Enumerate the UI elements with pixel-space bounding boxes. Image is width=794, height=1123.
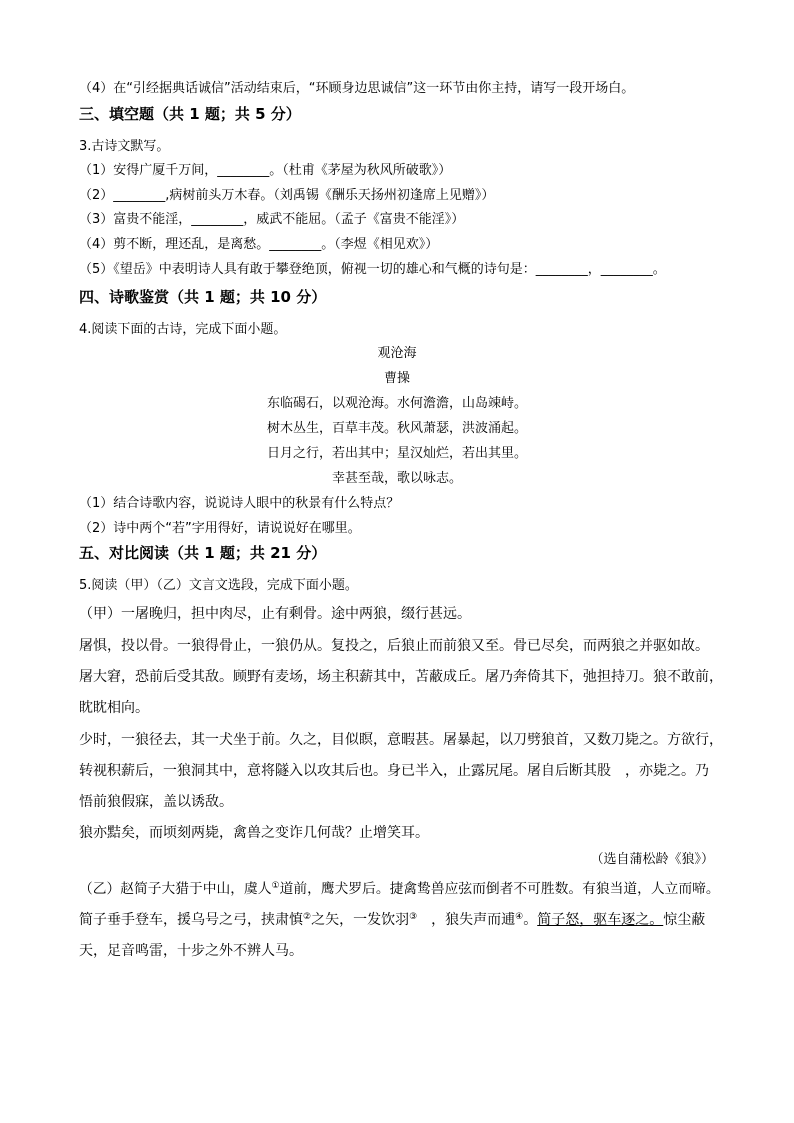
passage-jia-line-1: （甲）一屠晚归，担中肉尽，止有剩骨。途中两狼，缀行甚远。 [79,606,471,622]
footnote-marker-2: ② [303,912,312,922]
question-4-item-2: （2）诗中两个“若”字用得好，请说说好在哪里。 [79,521,361,536]
poem-title: 观沧海 [377,346,417,361]
passage-yi-text: 简子垂手登车，援乌号之弓，挟肃慎 [79,912,303,928]
question-3-stem: 3.古诗文默写。 [79,139,170,154]
passage-jia-line-8: 狼亦黠矣，而顷刻两毙，禽兽之变诈几何哉？止增笑耳。 [79,825,429,841]
passage-jia-line-3: 屠大窘，恐前后受其敌。顾野有麦场，场主积薪其中，苫蔽成丘。屠乃奔倚其下，弛担持刀。狼不敢前， [79,669,723,685]
question-3-item-4: （4）剪不断，理还乱，是离愁。________。（李煜《相见欢》） [79,237,439,252]
passage-yi-text: 之矢，一发饮羽 [311,912,410,928]
question-3-item-2: （2）________,病树前头万木春。（刘禹锡《酬乐天扬州初逢席上见赠》） [79,188,495,203]
question-4-stem: 4.阅读下面的古诗，完成下面小题。 [79,322,287,337]
section-4-title: 四、诗歌鉴赏（共 1 题；共 10 分） [79,288,327,306]
passage-jia-line-7: 悟前狼假寐，盖以诱敌。 [79,794,233,810]
passage-yi-text: 。 [523,912,538,928]
poem-author: 曹操 [383,371,410,386]
footnote-marker-3: ③ [409,912,418,922]
question-3-item-5: （5）《望岳》中表明诗人具有敢于攀登绝顶，俯视一切的雄心和气概的诗句是：________，________。 [79,262,666,277]
question-3-item-1: （1）安得广厦千万间，________。（杜甫《茅屋为秋风所破歌》） [79,163,452,178]
section-3-title: 三、填空题（共 1 题；共 5 分） [79,105,301,123]
passage-yi-line-2 [79,911,705,929]
question-4-item-1: （1）结合诗歌内容，说说诗人眼中的秋景有什么特点？ [79,496,400,511]
passage-yi-text: （乙）赵简子大猎于中山，虞人 [79,881,272,897]
poem-line-3: 日月之行，若出其中；星汉灿烂，若出其里。 [266,446,527,461]
footnote-marker-1: ① [271,881,280,891]
poem-line-4: 幸甚至哉，歌以咏志。 [331,471,462,486]
passage-jia-source: （选自蒲松龄《狼》） [590,852,714,867]
poem-line-1: 东临碣石，以观沧海。水何澹澹，山岛竦峙。 [266,396,527,411]
poem-line-2: 树木丛生，百草丰茂。秋风萧瑟，洪波涌起。 [266,421,527,436]
footnote-marker-4: ④ [515,912,524,922]
passage-yi-text: ，狼失声而逋 [417,912,516,928]
passage-yi-line-3: 天，足音鸣雷，十步之外不辨人马。 [79,943,303,959]
passage-jia-line-6: 转视积薪后，一狼洞其中，意将隧入以攻其后也。身已半入，止露尻尾。屠自后断其股 ，亦毙之。乃 [79,763,709,779]
underlined-sentence: 简子怒，驱车逐之。 [537,912,664,928]
passage-jia-line-4: 眈眈相向。 [79,700,149,716]
passage-yi-text: 道前，鹰犬罗后。捷禽鸷兽应弦而倒者不可胜数。有狼当道，人立而啼。 [279,881,720,897]
section-5-title: 五、对比阅读（共 1 题；共 21 分） [79,544,327,562]
question-4-sub-4: （4）在“引经据典话诚信”活动结束后，“环顾身边思诚信”这一环节由你主持，请写一段开场白。 [79,81,635,96]
passage-jia-line-2: 屠惧，投以骨。一狼得骨止，一狼仍从。复投之，后狼止而前狼又至。骨已尽矣，而两狼之并驱如故。 [79,638,709,654]
passage-yi-line-1 [79,880,720,898]
question-3-item-3: （3）富贵不能淫，________，威武不能屈。（孟子《富贵不能淫》） [79,212,465,227]
question-5-stem: 5.阅读（甲）（乙）文言文选段，完成下面小题。 [79,578,358,593]
passage-jia-line-5: 少时，一狼径去，其一犬坐于前。久之，目似瞑，意暇甚。屠暴起，以刀劈狼首，又数刀毙之。方欲行， [79,732,723,748]
passage-yi-text: 惊尘蔽 [663,912,706,928]
